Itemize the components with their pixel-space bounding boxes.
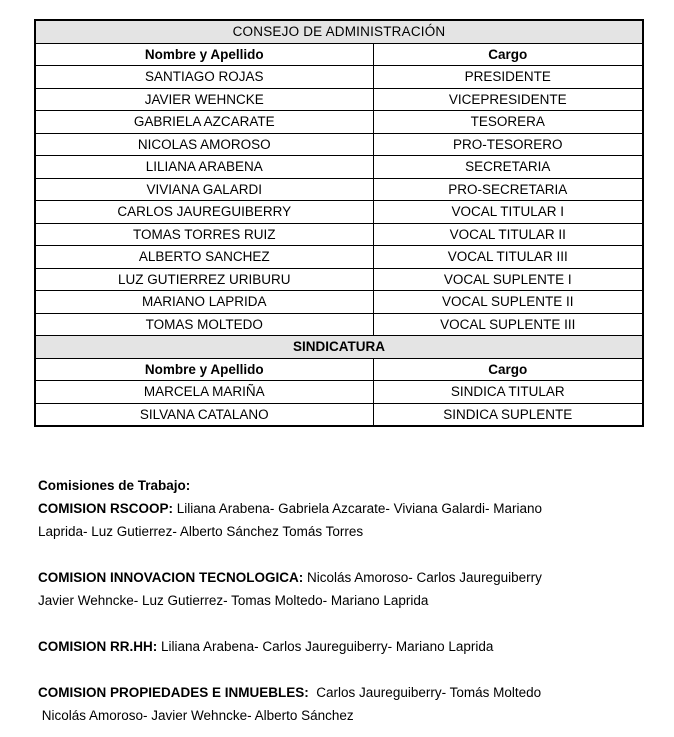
table-row [35, 403, 643, 426]
member-name: VIVIANA GALARDI [35, 178, 373, 201]
consejo-title: CONSEJO DE ADMINISTRACIÓN [35, 20, 643, 43]
table-row [35, 156, 643, 179]
member-name: SANTIAGO ROJAS [35, 66, 373, 89]
member-role: SECRETARIA [373, 156, 643, 179]
member-name: MARIANO LAPRIDA [35, 291, 373, 314]
comision-members-continued: Javier Wehncke- Luz Gutierrez- Tomas Moltedo- Mariano Laprida [38, 593, 429, 608]
comision-members-continued: Laprida- Luz Gutierrez- Alberto Sánchez Tomás Torres [38, 524, 364, 539]
member-role: PRO-TESORERO [373, 133, 643, 156]
member-role: PRESIDENTE [373, 66, 643, 89]
comision-label: COMISION PROPIEDADES E INMUEBLES: [38, 685, 309, 700]
comision-members: Nicolás Amoroso- Carlos Jaureguiberry [303, 570, 542, 585]
comision-propiedades [38, 681, 638, 704]
comision-label: COMISION RSCOOP: [38, 501, 174, 516]
table-row [35, 246, 643, 269]
table-row [35, 178, 643, 201]
comision-rrhh [38, 635, 638, 658]
table-row [35, 66, 643, 89]
table-row [35, 133, 643, 156]
member-name: SILVANA CATALANO [35, 403, 373, 426]
member-role: SINDICA SUPLENTE [373, 403, 643, 426]
member-role: VOCAL SUPLENTE III [373, 313, 643, 336]
table-row [35, 291, 643, 314]
column-header-name: Nombre y Apellido [35, 358, 373, 381]
comision-members: Carlos Jaureguiberry- Tomás Moltedo [308, 685, 542, 700]
member-name: NICOLAS AMOROSO [35, 133, 373, 156]
consejo-header-row [35, 20, 643, 43]
table-row [35, 111, 643, 134]
member-role: SINDICA TITULAR [373, 381, 643, 404]
member-role: VICEPRESIDENTE [373, 88, 643, 111]
table-row [35, 313, 643, 336]
comisiones-heading: Comisiones de Trabajo: [38, 478, 191, 493]
member-role: TESORERA [373, 111, 643, 134]
member-name: TOMAS MOLTEDO [35, 313, 373, 336]
member-name: TOMAS TORRES RUIZ [35, 223, 373, 246]
comision-members-continued: Nicolás Amoroso- Javier Wehncke- Alberto Sánchez [38, 708, 354, 723]
column-header-role: Cargo [373, 358, 643, 381]
member-role: VOCAL TITULAR I [373, 201, 643, 224]
member-role: VOCAL SUPLENTE I [373, 268, 643, 291]
member-role: VOCAL TITULAR III [373, 246, 643, 269]
table-row [35, 201, 643, 224]
consejo-column-headers [35, 43, 643, 66]
member-role: PRO-SECRETARIA [373, 178, 643, 201]
sindicatura-title: SINDICATURA [35, 336, 643, 359]
member-name: JAVIER WEHNCKE [35, 88, 373, 111]
comision-members: Liliana Arabena- Carlos Jaureguiberry- Mariano Laprida [157, 639, 494, 654]
comision-members: Liliana Arabena- Gabriela Azcarate- Viviana Galardi- Mariano [173, 501, 542, 516]
member-role: VOCAL TITULAR II [373, 223, 643, 246]
member-name: GABRIELA AZCARATE [35, 111, 373, 134]
table-row [35, 223, 643, 246]
member-name: LUZ GUTIERREZ URIBURU [35, 268, 373, 291]
sindicatura-header-row [35, 336, 643, 359]
column-header-role: Cargo [373, 43, 643, 66]
comision-label: COMISION RR.HH: [38, 639, 158, 654]
sindicatura-column-headers [35, 358, 643, 381]
table-row [35, 268, 643, 291]
member-name: CARLOS JAUREGUIBERRY [35, 201, 373, 224]
member-name: ALBERTO SANCHEZ [35, 246, 373, 269]
member-name: LILIANA ARABENA [35, 156, 373, 179]
comision-label: COMISION INNOVACION TECNOLOGICA: [38, 570, 304, 585]
comision-innovacion [38, 566, 638, 589]
authorities-table [34, 19, 644, 427]
comisiones-section [38, 474, 638, 727]
member-role: VOCAL SUPLENTE II [373, 291, 643, 314]
table-row [35, 381, 643, 404]
column-header-name: Nombre y Apellido [35, 43, 373, 66]
member-name: MARCELA MARIÑA [35, 381, 373, 404]
table-row [35, 88, 643, 111]
comision-rscoop [38, 497, 638, 520]
